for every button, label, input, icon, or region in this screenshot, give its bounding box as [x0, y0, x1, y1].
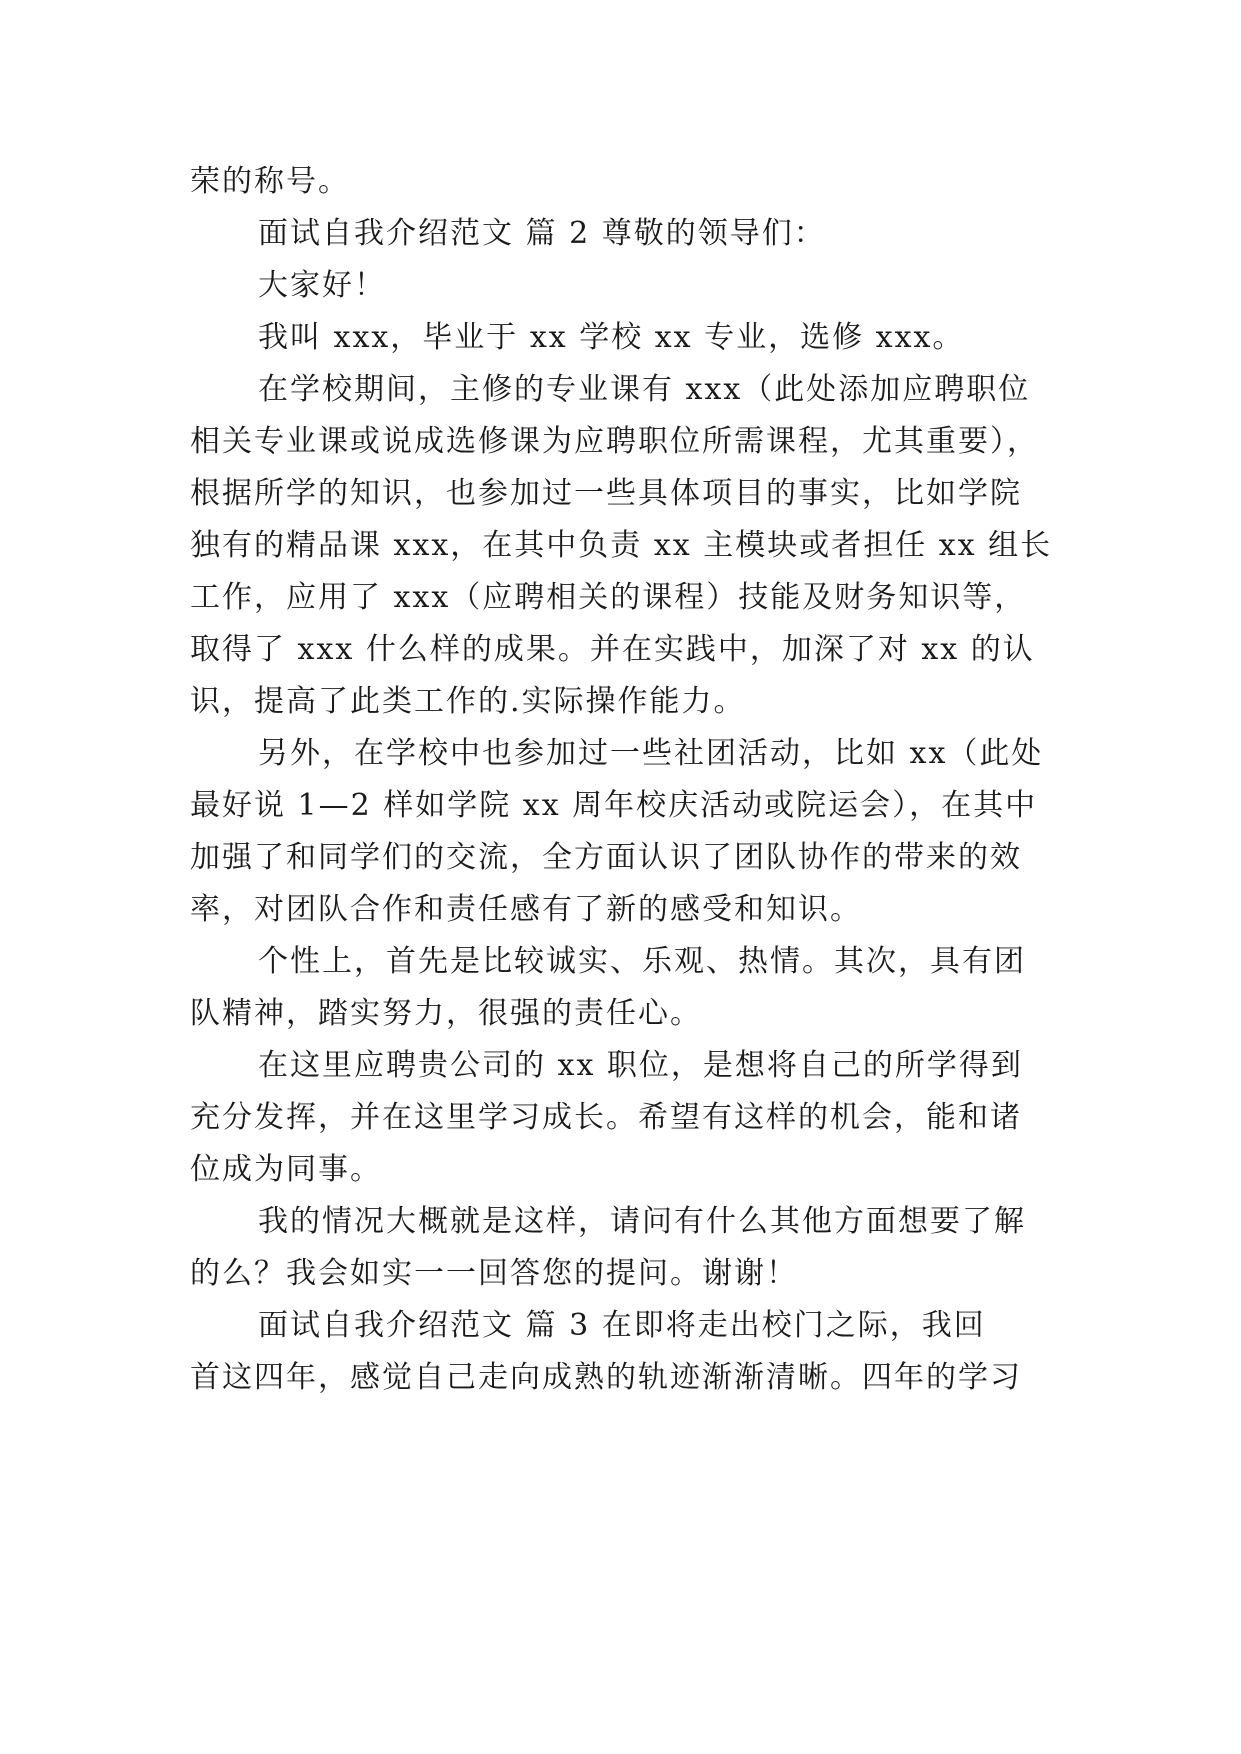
text-line: 个性上，首先是比较诚实、乐观、热情。其次，具有团 [258, 944, 1026, 979]
text-line: 最好说 1—2 样如学院 xx 周年校庆活动或院运会），在其中 [190, 788, 1038, 823]
text-line: 加强了和同学们的交流，全方面认识了团队协作的带来的效 [190, 840, 1022, 875]
text-line: 相关专业课或说成选修课为应聘职位所需课程，尤其重要）， [190, 424, 1039, 459]
text-line: 工作，应用了 xxx（应聘相关的课程）技能及财务知识等， [190, 580, 1027, 615]
greeting-line: 大家好！ [258, 268, 386, 303]
text-line: 队精神，踏实努力，很强的责任心。 [190, 996, 702, 1031]
text-line: 在学校期间，主修的专业课有 xxx（此处添加应聘职位 [258, 372, 1031, 407]
text-line: 的么？我会如实一一回答您的提问。谢谢！ [190, 1256, 798, 1291]
text-line: 率，对团队合作和责任感有了新的感受和知识。 [190, 892, 862, 927]
text-line: 独有的精品课 xxx，在其中负责 xx 主模块或者担任 xx 组长 [190, 528, 1053, 563]
text-line: 首这四年，感觉自己走向成熟的轨迹渐渐清晰。四年的学习 [190, 1360, 1022, 1395]
text-line: 另外，在学校中也参加过一些社团活动，比如 xx（此处 [258, 736, 1044, 771]
text-line: 充分发挥，并在这里学习成长。希望有这样的机会，能和诸 [190, 1100, 1022, 1135]
text-line: 识，提高了此类工作的.实际操作能力。 [190, 684, 746, 719]
text-line: 位成为同事。 [190, 1152, 382, 1187]
text-line: 我的情况大概就是这样，请问有什么其他方面想要了解 [258, 1204, 1026, 1239]
text-line: 根据所学的知识，也参加过一些具体项目的事实，比如学院 [190, 476, 1022, 511]
section-heading: 面试自我介绍范文 篇 3 在即将走出校门之际，我回 [258, 1308, 986, 1343]
text-line: 我叫 xxx，毕业于 xx 学校 xx 专业，选修 xxx。 [258, 320, 965, 355]
text-line: 取得了 xxx 什么样的成果。并在实践中，加深了对 xx 的认 [190, 632, 1035, 667]
text-line: 荣的称号。 [190, 164, 350, 199]
text-line: 在这里应聘贵公司的 xx 职位，是想将自己的所学得到 [258, 1048, 1023, 1083]
section-heading: 面试自我介绍范文 篇 2 尊敬的领导们： [258, 216, 826, 251]
